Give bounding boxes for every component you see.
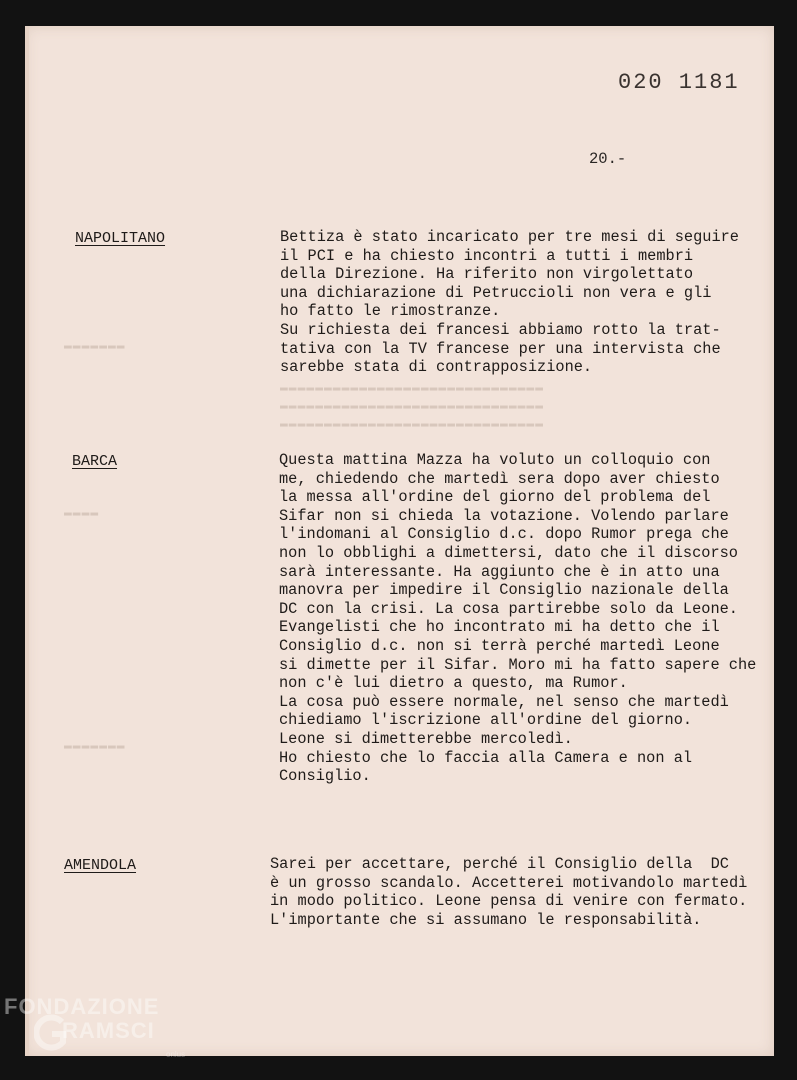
speech-barca — [279, 451, 756, 786]
text-line: non lo obblighi a dimettersi, dato che il discorso — [279, 543, 738, 562]
text-line: Sarei per accettare, perché il Consiglio della DC — [270, 855, 729, 873]
bleed-through-mark: ▬▬▬▬▬▬▬ — [64, 338, 126, 353]
text-line: della Direzione. Ha riferito non virgolettato — [280, 265, 694, 284]
text-line: manovra per impedire il Consiglio nazionale della — [279, 581, 729, 600]
speech-napolitano — [280, 228, 739, 377]
text-line: me, chiedendo che martedì sera dopo aver chiesto — [279, 469, 720, 488]
text-line: in modo politico. Leone pensa di venire con fermato. — [270, 892, 748, 911]
text-line: la messa all'ordine del giorno del problema del — [279, 488, 711, 507]
page-number: 20.- — [589, 150, 627, 168]
speaker-amendola: AMENDOLA — [64, 857, 137, 874]
text-line: Questa mattina Mazza ha voluto un colloquio con — [279, 451, 711, 469]
text-line: Consiglio. — [279, 767, 371, 786]
text-line: una dichiarazione di Petruccioli non vera e gli — [280, 283, 712, 302]
text-line: Consiglio d.c. non si terrà perché martedì Leone — [279, 636, 720, 655]
text-line: sarà interessante. Ha aggiunto che è in atto una — [279, 562, 720, 581]
page-edge — [25, 26, 29, 1056]
text-line: DC con la crisi. La cosa partirebbe solo da Leone. — [279, 599, 738, 618]
speech-amendola — [270, 855, 747, 929]
watermark-line-1: FONDAZIONE — [4, 994, 160, 1019]
watermark-line-2: RAMSCI — [62, 1018, 155, 1043]
text-line: l'indomani al Consiglio d.c. dopo Rumor prega che — [279, 525, 729, 544]
text-line: ho fatto le rimostranze. — [280, 302, 501, 321]
text-line: Su richiesta dei francesi abbiamo rotto la trat- — [280, 320, 721, 339]
text-line: Leone si dimetterebbe mercoledì. — [279, 729, 573, 748]
text-line: non c'è lui dietro a questo, ma Rumor. — [279, 674, 628, 693]
text-line: L'importante che si assumano le responsabilità. — [270, 910, 702, 929]
bleed-through-mark: ▬▬▬▬▬▬▬▬▬▬▬▬▬▬▬▬▬▬▬▬▬▬▬▬▬▬▬▬▬▬ — [280, 380, 545, 395]
text-line: Ho chiesto che lo faccia alla Camera e non al — [279, 748, 693, 767]
text-line: tativa con la TV francese per una intervista che — [280, 339, 721, 358]
bleed-through-mark: ▬▬▬▬▬▬▬▬▬▬▬▬▬▬▬▬▬▬▬▬▬▬▬▬▬▬▬▬▬▬ — [280, 398, 545, 413]
text-line: il PCI e ha chiesto incontri a tutti i membri — [280, 246, 694, 265]
text-line: chiediamo l'iscrizione all'ordine del giorno. — [279, 711, 693, 730]
text-line: Sifar non si chieda la votazione. Volendo parlare — [279, 506, 729, 525]
archive-number: 020 1181 — [618, 70, 740, 95]
bleed-through-mark: ▬▬▬▬▬▬▬▬▬▬▬▬▬▬▬▬▬▬▬▬▬▬▬▬▬▬▬▬▬▬ — [280, 416, 545, 431]
bleed-through-mark: ▬▬▬▬▬▬▬ — [64, 738, 126, 753]
text-line: sarebbe stata di contrapposizione. — [280, 358, 593, 377]
speaker-napolitano: NAPOLITANO — [75, 230, 166, 247]
text-line: è un grosso scandalo. Accetterei motivandolo martedì — [270, 873, 748, 892]
text-line: si dimette per il Sifar. Moro mi ha fatto sapere che — [279, 655, 757, 674]
fondazione-gramsci-watermark — [4, 994, 204, 1074]
watermark-tag: onlus — [166, 1050, 186, 1059]
text-line: Bettiza è stato incaricato per tre mesi di seguire — [280, 228, 739, 246]
text-line: Evangelisti che ho incontrato mi ha detto che il — [279, 618, 720, 637]
bleed-through-mark: ▬▬▬▬ — [64, 505, 100, 520]
speaker-barca: BARCA — [72, 453, 118, 470]
text-line: La cosa può essere normale, nel senso che martedì — [279, 692, 729, 711]
